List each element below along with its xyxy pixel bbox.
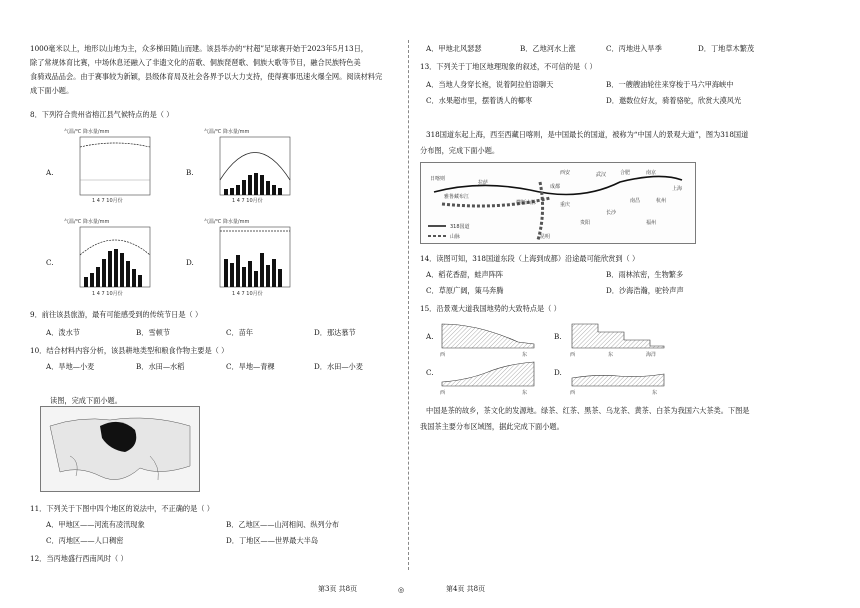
q8-option-a[interactable]: A.	[46, 168, 54, 177]
q15-option-d[interactable]: D.	[554, 368, 562, 377]
q13-option-b[interactable]: B．一艘艘油轮往来穿梭于马六甲海峡中	[606, 80, 734, 89]
route-318-map	[420, 162, 696, 244]
city-label: 贵阳	[580, 220, 591, 226]
city-label: 杭州	[656, 198, 667, 204]
chart-d-months: 1 4 7 10月份	[232, 291, 263, 297]
g318-intro-line: 分布图，完成下面小题。	[420, 146, 500, 155]
q11-option-b[interactable]: B．乙地区——山河相间、纵列分布	[226, 520, 340, 529]
page-footer-right: 第4页 共8页	[446, 585, 486, 593]
climate-chart-b	[202, 125, 307, 205]
mountain-label: 横断山脉	[516, 200, 537, 206]
profile-d	[568, 356, 668, 396]
q11-option-c[interactable]: C．丙地区——人口稠密	[46, 536, 124, 545]
q12-option-c[interactable]: C．丙地进入旱季	[606, 44, 662, 53]
chart-d-header: 气温/℃ 降水量/mm	[204, 219, 250, 225]
legend-mountain: 山脉	[450, 234, 461, 240]
chart-b-header: 气温/℃ 降水量/mm	[204, 129, 250, 135]
profile-a-west: 西	[440, 352, 446, 358]
city-label: 南昌	[630, 198, 641, 204]
profile-b-west: 西	[570, 352, 576, 358]
chart-c-header: 气温/℃ 降水量/mm	[64, 219, 110, 225]
city-label: 重庆	[560, 202, 571, 208]
q10-option-c[interactable]: C．旱地—青稞	[226, 362, 275, 371]
profile-a	[438, 318, 538, 358]
g318-intro-line: 318国道东起上海，西至西藏日喀则，是中国最长的国道，被称为“中国人的景观大道”，图为318国道	[426, 130, 749, 139]
city-label: 西安	[560, 170, 571, 176]
q11-option-a[interactable]: A．甲地区——河流有凌汛现象	[46, 520, 145, 529]
q9-option-b[interactable]: B．雪顿节	[136, 328, 171, 337]
question-15-stem: 15．沿景观大道我国地势的大致特点是（ ）	[420, 304, 561, 313]
climate-chart-d	[202, 215, 307, 297]
question-12-stem: 12．当丙地盛行西南风时（ ）	[30, 554, 128, 563]
q12-option-d[interactable]: D．丁地草木繁茂	[698, 44, 755, 53]
intro-line: 成下面小题。	[30, 86, 74, 95]
tea-intro-line: 我国茶主要分布区域图，据此完成下面小题。	[420, 422, 564, 431]
q13-option-a[interactable]: A．当地人身穿长袍，说着阿拉伯语聊天	[426, 80, 554, 89]
chart-a-months: 1 4 7 10月份	[92, 198, 123, 204]
city-label: 上海	[672, 186, 683, 192]
q8-option-b[interactable]: B.	[186, 168, 194, 177]
q12-option-a[interactable]: A．甲地北风瑟瑟	[426, 44, 482, 53]
city-label: 合肥	[620, 170, 631, 176]
q8-option-c[interactable]: C.	[46, 258, 54, 267]
q14-option-b[interactable]: B．雨林浓密，生物繁多	[606, 270, 684, 279]
tea-intro-line: 中国是茶的故乡，茶文化的发源地。绿茶、红茶、黑茶、乌龙茶、黄茶、白茶为我国六大茶类。下图是	[426, 406, 750, 415]
q9-option-c[interactable]: C．苗年	[226, 328, 254, 337]
chart-a-header: 气温/℃ 降水量/mm	[64, 129, 110, 135]
profile-c	[438, 356, 538, 396]
city-label: 长沙	[606, 210, 617, 216]
question-9-stem: 9．前往该县旅游，最有可能感受到的传统节日是（ ）	[30, 310, 203, 319]
q15-option-a[interactable]: A.	[426, 332, 434, 341]
center-mark: ◎	[398, 586, 405, 594]
question-8-stem: 8．下列符合贵州省榕江县气候特点的是（ ）	[30, 110, 174, 119]
page-footer-left: 第3页 共8页	[318, 585, 358, 593]
profile-b-east: 东	[608, 352, 614, 358]
climate-chart-c	[62, 215, 167, 297]
river-label: 雅鲁藏布江	[444, 194, 470, 200]
city-label: 福州	[646, 220, 657, 226]
city-label: 成都	[550, 184, 561, 190]
city-label: 南京	[646, 170, 657, 176]
question-11-stem: 11．下列关于下图中四个地区的说法中，不正确的是（ ）	[30, 504, 214, 513]
intro-line: 食骑戏品品会。由于赛事较为新颖，县级体育局及社会各界予以大力支持，使得赛事迅速火爆全网。阅读材料完	[30, 72, 383, 81]
q15-option-c[interactable]: C.	[426, 368, 434, 377]
q11-option-d[interactable]: D．丁地区——世界最大半岛	[226, 536, 319, 545]
q10-option-d[interactable]: D．水田—小麦	[314, 362, 363, 371]
q12-option-b[interactable]: B．乙地河水上涨	[520, 44, 576, 53]
right-page	[420, 0, 840, 608]
q10-option-a[interactable]: A．旱地—小麦	[46, 362, 95, 371]
q14-option-d[interactable]: D．沙海浩瀚，驼铃声声	[606, 286, 684, 295]
map-prompt: 读图，完成下面小题。	[50, 396, 122, 405]
q14-option-c[interactable]: C．草原广阔，策马奔腾	[426, 286, 504, 295]
legend-route: 318国道	[450, 224, 470, 230]
q8-option-d[interactable]: D.	[186, 258, 194, 267]
chart-c-months: 1 4 7 10月份	[92, 291, 123, 297]
profile-c-west: 西	[440, 390, 446, 396]
q9-option-d[interactable]: D．那达慕节	[314, 328, 356, 337]
asia-map	[40, 406, 200, 492]
profile-c-east: 东	[522, 390, 528, 396]
city-label: 武汉	[596, 172, 607, 178]
profile-a-east: 东	[522, 352, 528, 358]
profile-d-east: 东	[652, 390, 658, 396]
page-divider	[408, 40, 409, 570]
question-10-stem: 10．结合材料内容分析，该县耕地类型和粮食作物主要是（ ）	[30, 346, 229, 355]
climate-chart-a	[62, 125, 167, 205]
city-label: 拉萨	[478, 180, 489, 186]
profile-d-west: 西	[570, 390, 576, 396]
profile-b	[568, 318, 668, 358]
q15-option-b[interactable]: B.	[554, 332, 562, 341]
city-label: 昆明	[540, 234, 551, 240]
intro-line: 除了常规体育比赛，中场休息还融入了非遗文化的苗歌、侗族琵琶歌、侗族大歌等节目，融合民族特色美	[30, 58, 361, 67]
intro-line: 1000毫米以上，地形以山地为主，众多梯田随山而建。该县举办的“村超”足球赛开始于2023年5月13日，	[30, 44, 368, 53]
chart-b-months: 1 4 7 10月份	[232, 198, 263, 204]
q13-option-c[interactable]: C．水果超市里，摆着诱人的椰枣	[426, 96, 533, 105]
profile-b-sea: 海洋	[646, 352, 657, 358]
question-14-stem: 14．读图可知，318国道东段（上海到成都）沿途最可能欣赏到（ ）	[420, 254, 640, 263]
q14-option-a[interactable]: A．稻花香甜，蛙声阵阵	[426, 270, 504, 279]
q10-option-b[interactable]: B．水田—水稻	[136, 362, 185, 371]
q9-option-a[interactable]: A．泼水节	[46, 328, 80, 337]
city-label: 日喀则	[430, 176, 446, 182]
left-page	[30, 0, 400, 608]
question-13-stem: 13．下列关于丁地区地理现象的叙述，不可信的是（ ）	[420, 62, 597, 71]
q13-option-d[interactable]: D．邀数位好友，骑着骆驼，欣赏大漠风光	[606, 96, 742, 105]
